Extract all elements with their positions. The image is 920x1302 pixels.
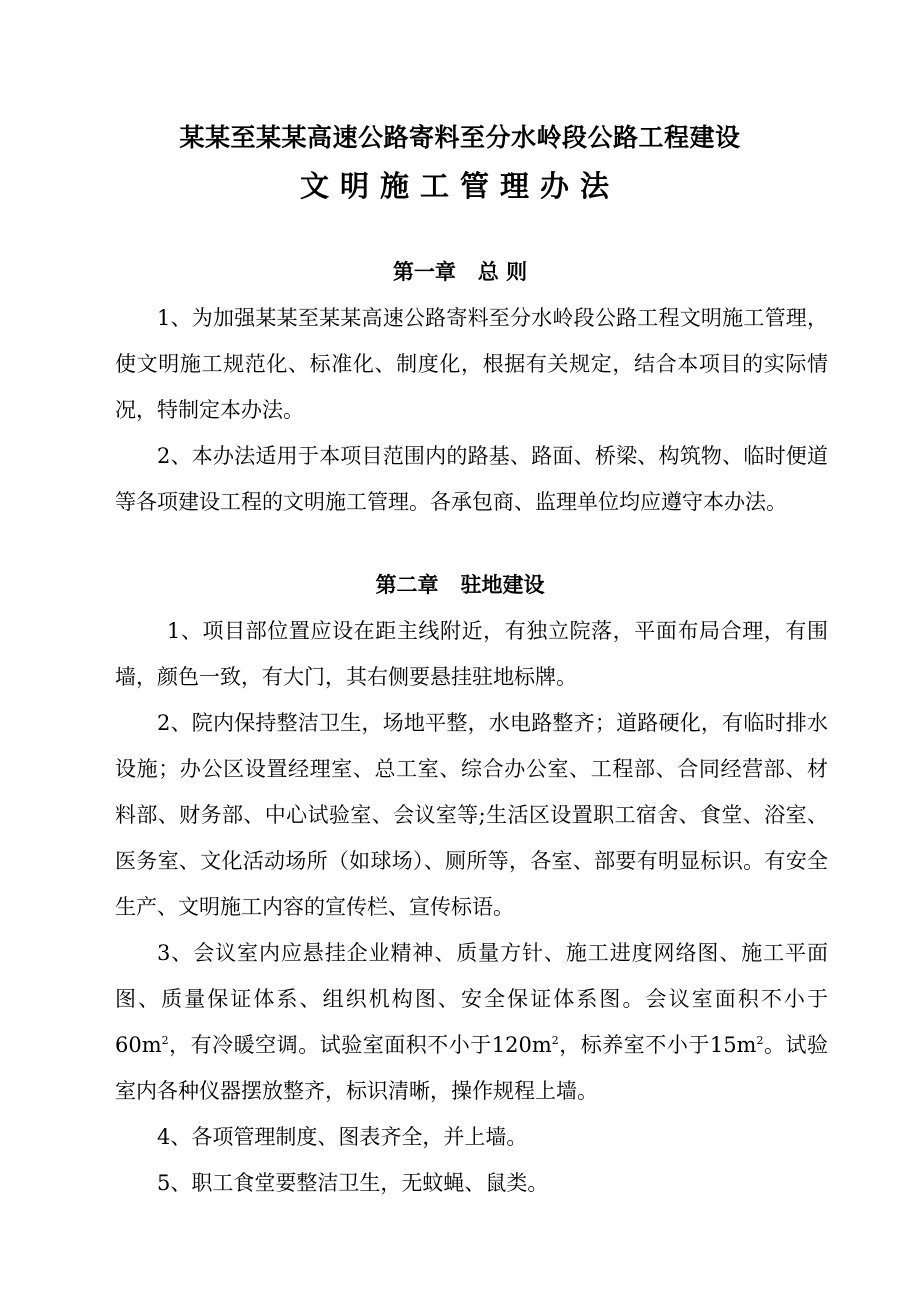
chapter-2-body [115,608,828,1206]
document-subtitle: 文明施工管理办法 [299,169,620,203]
paragraph-3-text-a: 3、会议室内应悬挂企业精神、质量方针、施工进度网络图、施工平面图、质量保证体系、组织机构图、安全保证体系图。会议室面积不小于60m [115,941,828,1057]
chapter-1-paragraph-1: 1、为加强某某至某某高速公路寄料至分水岭段公路工程文明施工管理，使文明施工规范化、标准化、制度化，根据有关规定，结合本项目的实际情况，特制定本办法。 [115,306,828,422]
chapter-1-body [115,295,828,525]
chapter-1-heading: 第一章 总 则 [392,259,528,284]
chapter-2-paragraph-3 [115,930,828,1114]
chapter-2-heading: 第二章 驻地建设 [375,572,545,597]
chapter-2-paragraph-1: 1、项目部位置应设在距主线附近，有独立院落，平面布局合理，有围墙，颜色一致，有大门，其右侧要悬挂驻地标牌。 [115,619,828,689]
chapter-2-paragraph-2: 2、院内保持整洁卫生，场地平整，水电路整齐；道路硬化，有临时排水设施；办公区设置经理室、总工室、综合办公室、工程部、合同经营部、材料部、财务部、中心试验室、会议室等;生活区设置职工宿舍、食堂、浴室、医务室、文化活动场所（如球场）、厕所等，各室、部要有明显标识。有安全生产、文明施工内容的宣传栏、宣传标语。 [115,711,828,919]
chapter-1-paragraph-2: 2、本办法适用于本项目范围内的路基、路面、桥梁、构筑物、临时便道等各项建设工程的文明施工管理。各承包商、监理单位均应遵守本办法。 [115,444,828,514]
paragraph-3-text-c: ，标养室不小于15m [558,1033,757,1057]
paragraph-3-text-d: 。试验室内各种仪器摆放整齐，标识清晰，操作规程上墙。 [115,1033,828,1103]
document-title: 某某至某某高速公路寄料至分水岭段公路工程建设 [179,123,741,152]
superscript-squared: 2 [551,1034,559,1047]
superscript-squared: 2 [756,1034,764,1047]
chapter-2-paragraph-5: 5、职工食堂要整洁卫生，无蚊蝇、鼠类。 [157,1171,549,1195]
superscript-squared: 2 [161,1034,169,1047]
paragraph-3-text-b: ，有冷暖空调。试验室面积不小于120m [168,1033,552,1057]
chapter-2-paragraph-4: 4、各项管理制度、图表齐全，并上墙。 [157,1125,528,1149]
